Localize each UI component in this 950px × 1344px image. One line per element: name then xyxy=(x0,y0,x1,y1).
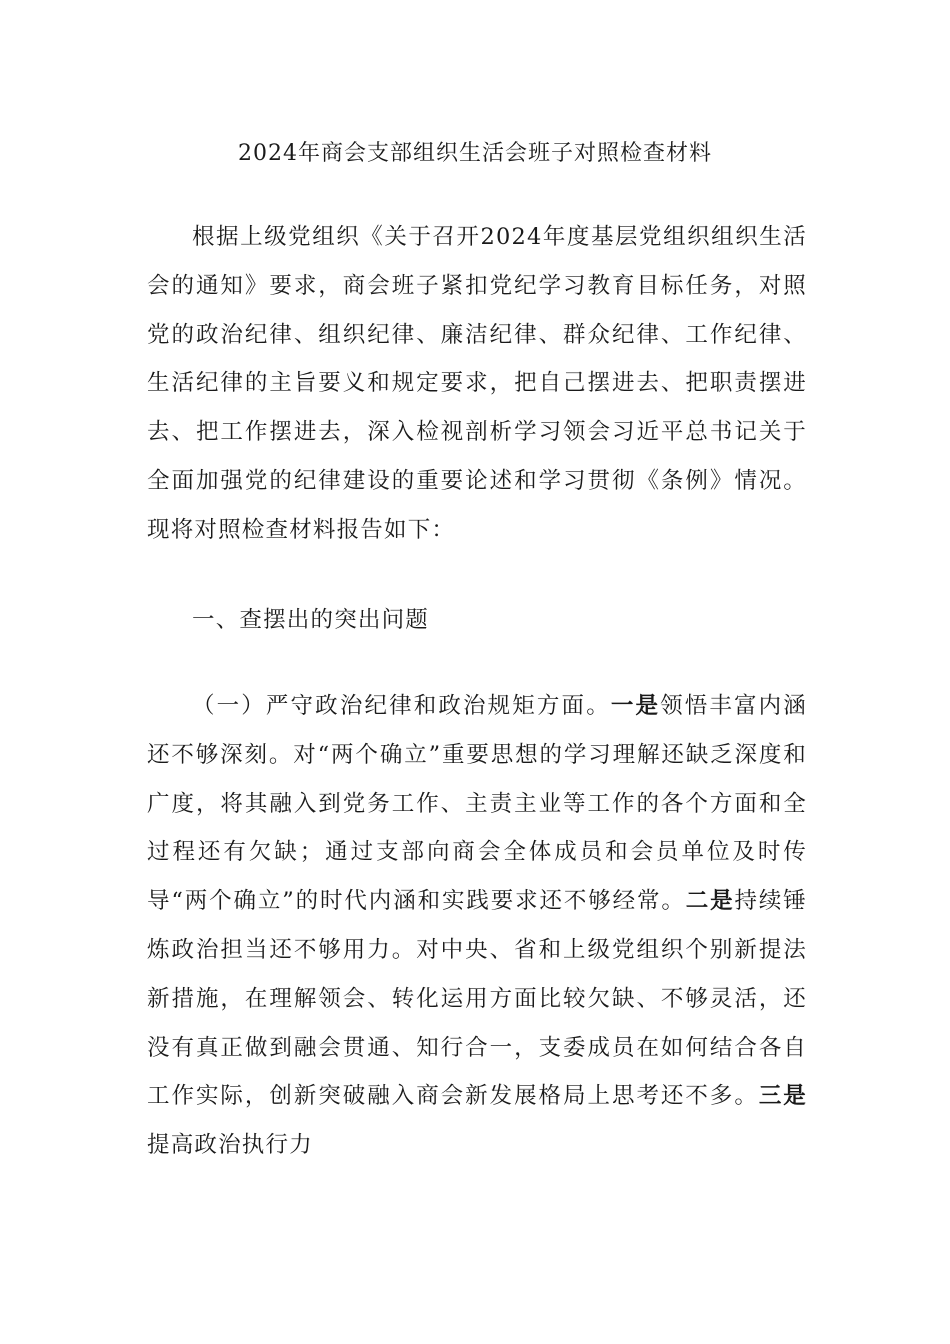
political-discipline-paragraph xyxy=(147,682,807,1170)
intro-paragraph: 根据上级党组织《关于召开2024年度基层党组织组织生活会的通知》要求，商会班子紧扣党纪学习教育目标任务，对照党的政治纪律、组织纪律、廉洁纪律、群众纪律、工作纪律、生活纪律的主旨要义和规定要求，把自己摆进去、把职责摆进去、把工作摆进去，深入检视剖析学习领会习近平总书记关于全面加强党的纪律建设的重要论述和学习贯彻《条例》情况。现将对照检查材料报告如下： xyxy=(147,224,807,543)
point-marker-second: 二是 xyxy=(685,888,735,915)
point-marker-third: 三是 xyxy=(758,1083,807,1110)
point-text-third: 提高政治执行力 xyxy=(147,1132,313,1159)
point-text-second: 持续锤炼政治担当还不够用力。对中央、省和上级党组织个别新提法新措施，在理解领会、转化运用方面比较欠缺、不够灵活，还没有真正做到融会贯通、知行合一，支委成员在如何结合各自工作实际，创新突破融入商会新发展格局上思考还不多。 xyxy=(147,888,807,1110)
item-lead: （一）严守政治纪律和政治规矩方面。 xyxy=(192,693,611,719)
section-heading-problems: 一、查摆出的突出问题 xyxy=(192,607,430,633)
document-title: 2024年商会支部组织生活会班子对照检查材料 xyxy=(238,141,712,166)
point-marker-first: 一是 xyxy=(610,693,661,719)
point-text-first: 领悟丰富内涵还不够深刻。对“两个确立”重要思想的学习理解还缺乏深度和广度，将其融入到党务工作、主责主业等工作的各个方面和全过程还有欠缺；通过支部向商会全体成员和会员单位及时传导“两个确立”的时代内涵和实践要求还不够经常。 xyxy=(147,693,807,915)
